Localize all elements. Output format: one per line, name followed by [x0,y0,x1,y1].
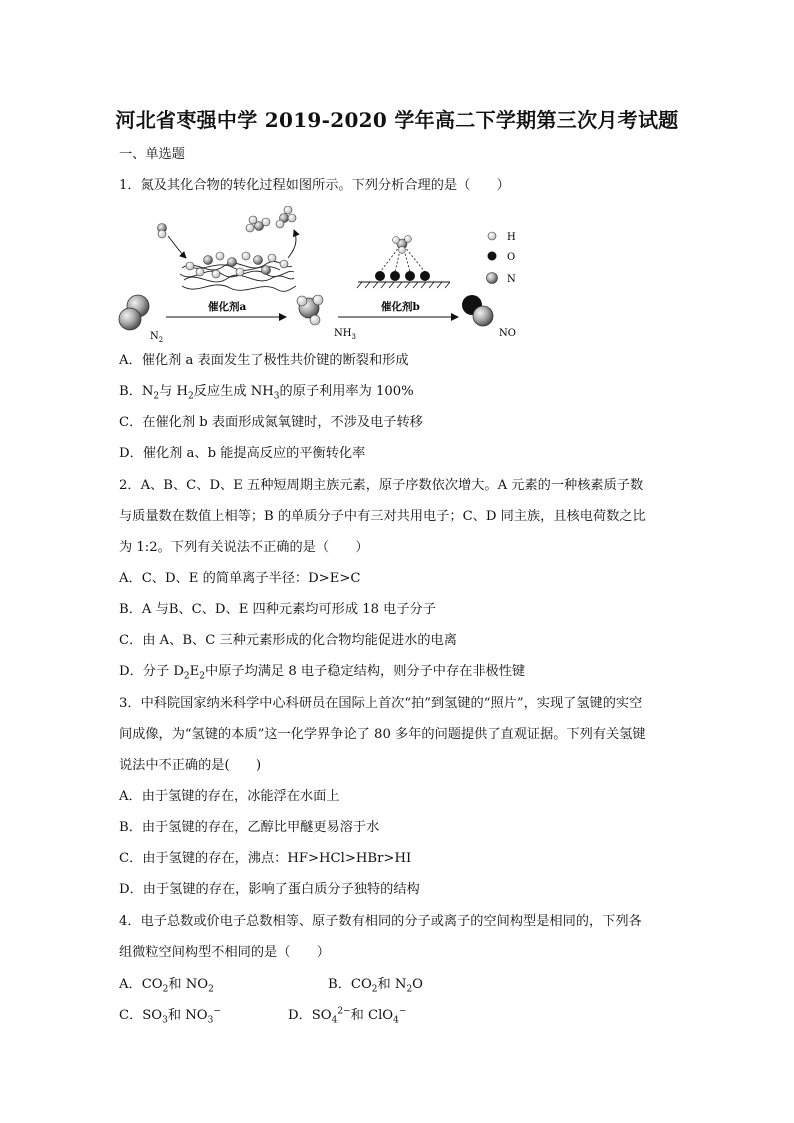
q1-option-b: B．$N_2$与 $H_2$反应生成 $NH_3$的原子利用率为 100% [119,384,414,402]
q2-option-d: D．分子 $D_2E_2$中原子均满足 8 电子稳定结构，则分子中存在非极性键 [119,664,526,682]
q3-stem-line-1: 3．中科院国家纳米科学中心科研员在国际上首次“拍”到氢键的“照片”，实现了氢键的实空 [119,696,643,711]
q4-option-c: C．$SO_3$和 $NO_3^-$ [119,1006,221,1026]
nh3-molecule [297,295,323,325]
atom-legend [487,232,517,285]
nh3-label: $NH_3$ [334,328,356,341]
page-title: 河北省枣强中学 2019-2020 学年高二下学期第三次月考试题 [115,108,679,132]
h2-molecule [158,224,167,239]
q4-stem-line-2: 组微粒空间构型不相同的是（ ） [119,945,330,960]
desorb-arrow [288,230,296,258]
q4-option-b: B．$CO_2$和 $N_2O$ [328,977,423,995]
n2-molecule [119,295,149,330]
legend-o-label: O [507,252,516,263]
q1-option-a: A．催化剂 a 表面发生了极性共价键的断裂和形成 [119,353,409,368]
adsorb-arrow [168,236,186,258]
catalyst-a-surface [180,261,296,291]
q3-option-a: A．由于氢键的存在，冰能浮在水面上 [119,789,340,804]
q1-option-c: C．在催化剂 b 表面形成氮氧键时，不涉及电子转移 [119,415,423,430]
q2-option-b: B．A 与B、C、D、E 四种元素均可形成 18 电子分子 [119,602,436,617]
q2-stem-line-2: 与质量数在数值上相等；B 的单质分子中有三对共用电子；C、D 同主族，且核电荷数之比 [119,509,646,524]
q1-option-d: D．催化剂 a、b 能提高反应的平衡转化率 [119,446,366,461]
legend-h-label: H [507,232,516,243]
q3-option-d: D．由于氢键的存在，影响了蛋白质分子独特的结构 [119,882,420,897]
q4-stem-line-1: 4．电子总数或价电子总数相等、原子数有相同的分子或离子的空间构型是相同的，下列各 [119,914,642,929]
catalyst-b-label: 催化剂b [381,301,420,313]
q3-stem-line-3: 说法中不正确的是( ) [119,758,262,773]
q4-option-a: A．$CO_2$和 $NO_2$ [119,977,214,995]
q2-stem-line-3: 为 1:2。下列有关说法不正确的是（ ） [119,540,369,555]
catalyst-a-atoms [186,252,288,278]
q2-option-c: C．由 A、B、C 三种元素形成的化合物均能促进水的电离 [119,633,457,648]
n2-label: $N_2$ [150,331,164,344]
no-label: NO [499,328,516,339]
q4-option-d: D．$SO_4^{2-}$和 ClO$_4$− [288,1006,407,1026]
catalyst-a-label: 催化剂a [208,301,247,313]
nitrogen-conversion-figure [116,206,536,346]
q3-stem-line-2: 间成像，为“氢键的本质”这一化学界争论了 80 多年的问题提供了直观证据。下列有关氢键 [119,727,646,742]
q2-stem-line-1: 2．A、B、C、D、E 五种短周期主族元素，原子序数依次增大。A 元素的一种核素质子数 [119,478,644,493]
q3-option-c: C．由于氢键的存在，沸点：HF>HCl>HBr>HI [119,851,412,866]
nh3-released [246,206,296,232]
legend-n-label: N [507,274,516,285]
catalyst-b-surface [357,236,450,289]
question-1-stem: 1．氮及其化合物的转化过程如图所示。下列分析合理的是（ ） [119,178,510,193]
no-molecule [462,295,493,326]
q3-option-b: B．由于氢键的存在，乙醇比甲醚更易溶于水 [119,820,380,835]
section-heading: 一、单选题 [119,147,185,162]
q2-option-a: A．C、D、E 的简单离子半径：D>E>C [119,571,361,586]
